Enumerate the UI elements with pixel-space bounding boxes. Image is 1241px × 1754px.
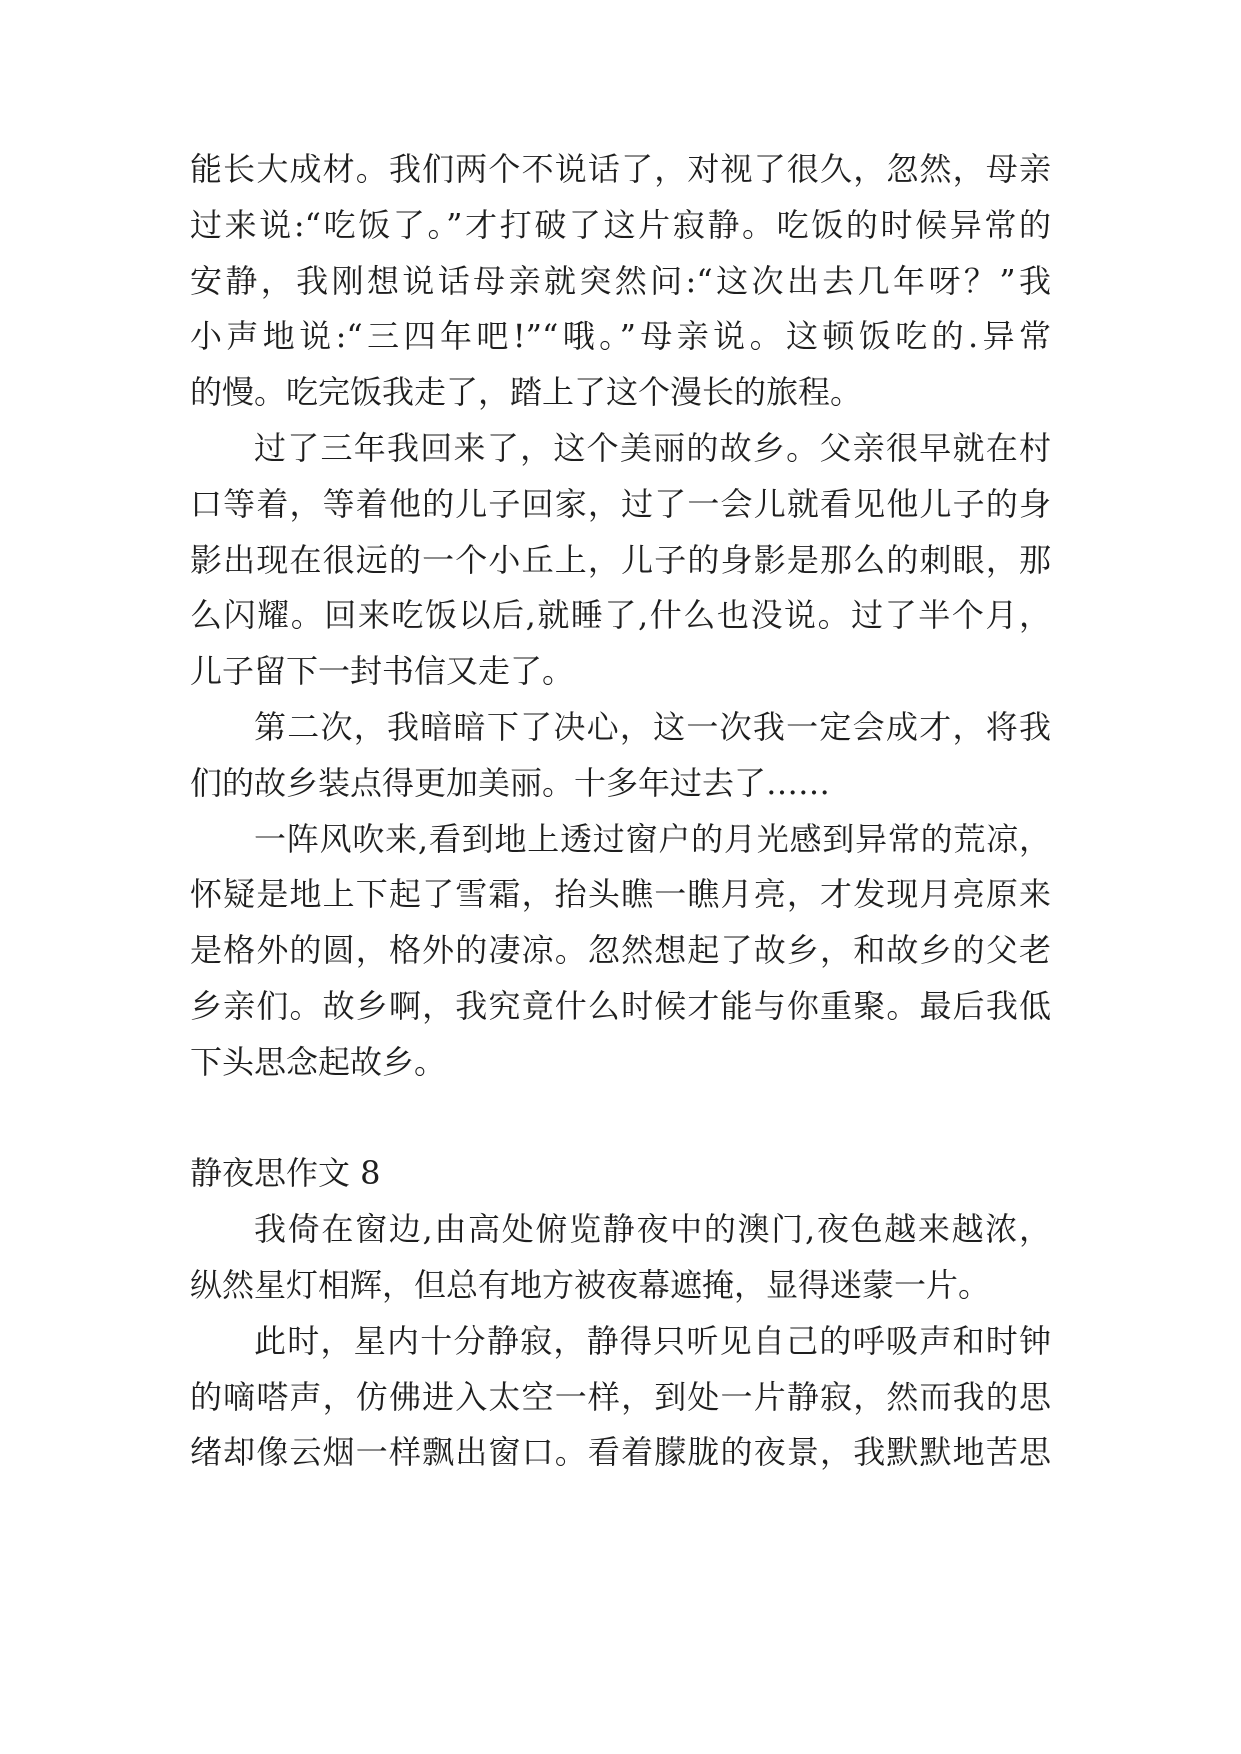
paragraph xyxy=(190,700,1051,812)
text-line: 此时，星内十分静寂，静得只听见自己的呼吸声和时钟 xyxy=(254,1321,1051,1360)
paragraph xyxy=(190,142,1051,421)
text-line: 纵然星灯相辉，但总有地方被夜幕遮掩，显得迷蒙一片。 xyxy=(190,1265,991,1304)
text-line: 乡亲们。故乡啊，我究竟什么时候才能与你重聚。最后我低 xyxy=(190,986,1051,1025)
text-line: 们的故乡装点得更加美丽。十多年过去了…… xyxy=(190,763,831,802)
text-line: 过来说:“吃饭了。”才打破了这片寂静。吃饭的时候异常的 xyxy=(190,205,1051,244)
text-line: 绪却像云烟一样飘出窗口。看着朦胧的夜景，我默默地苦思 xyxy=(190,1433,1051,1472)
text-line: 的慢。吃完饭我走了，踏上了这个漫长的旅程。 xyxy=(190,373,863,412)
text-line: 的嘀嗒声，仿佛进入太空一样，到处一片静寂，然而我的思 xyxy=(190,1377,1051,1416)
text-line: 安静，我刚想说话母亲就突然问:“这次出去几年呀？”我 xyxy=(190,261,1051,300)
text-line: 第二次，我暗暗下了决心，这一次我一定会成才，将我 xyxy=(254,707,1051,746)
text-line: 小声地说:“三四年吧!”“哦。”母亲说。这顿饭吃的.异常 xyxy=(190,317,1051,356)
text-line: 过了三年我回来了，这个美丽的故乡。父亲很早就在村 xyxy=(254,428,1051,467)
text-line: 口等着，等着他的儿子回家，过了一会儿就看见他儿子的身 xyxy=(190,484,1051,523)
text-line: 是格外的圆，格外的凄凉。忽然想起了故乡，和故乡的父老 xyxy=(190,931,1051,970)
text-line: 一阵风吹来,看到地上透过窗户的月光感到异常的荒凉， xyxy=(254,819,1051,858)
paragraph xyxy=(190,1202,1051,1314)
text-line: 怀疑是地上下起了雪霜，抬头瞧一瞧月亮，才发现月亮原来 xyxy=(190,875,1051,914)
text-line: 能长大成材。我们两个不说话了，对视了很久，忽然，母亲 xyxy=(190,150,1051,188)
page-body-text xyxy=(190,142,1051,1481)
text-line: 儿子留下一封书信又走了。 xyxy=(190,652,575,691)
text-line: 下头思念起故乡。 xyxy=(190,1042,447,1081)
paragraph xyxy=(190,1314,1051,1481)
text-line: 么闪耀。回来吃饭以后,就睡了,什么也没说。过了半个月， xyxy=(190,596,1051,635)
paragraph xyxy=(190,421,1051,700)
paragraph xyxy=(190,812,1051,1091)
section-heading: 静夜思作文 8 xyxy=(190,1154,381,1193)
text-line: 影出现在很远的一个小丘上，儿子的身影是那么的刺眼，那 xyxy=(190,540,1051,579)
text-line: 我倚在窗边,由高处俯览静夜中的澳门,夜色越来越浓， xyxy=(254,1210,1051,1249)
